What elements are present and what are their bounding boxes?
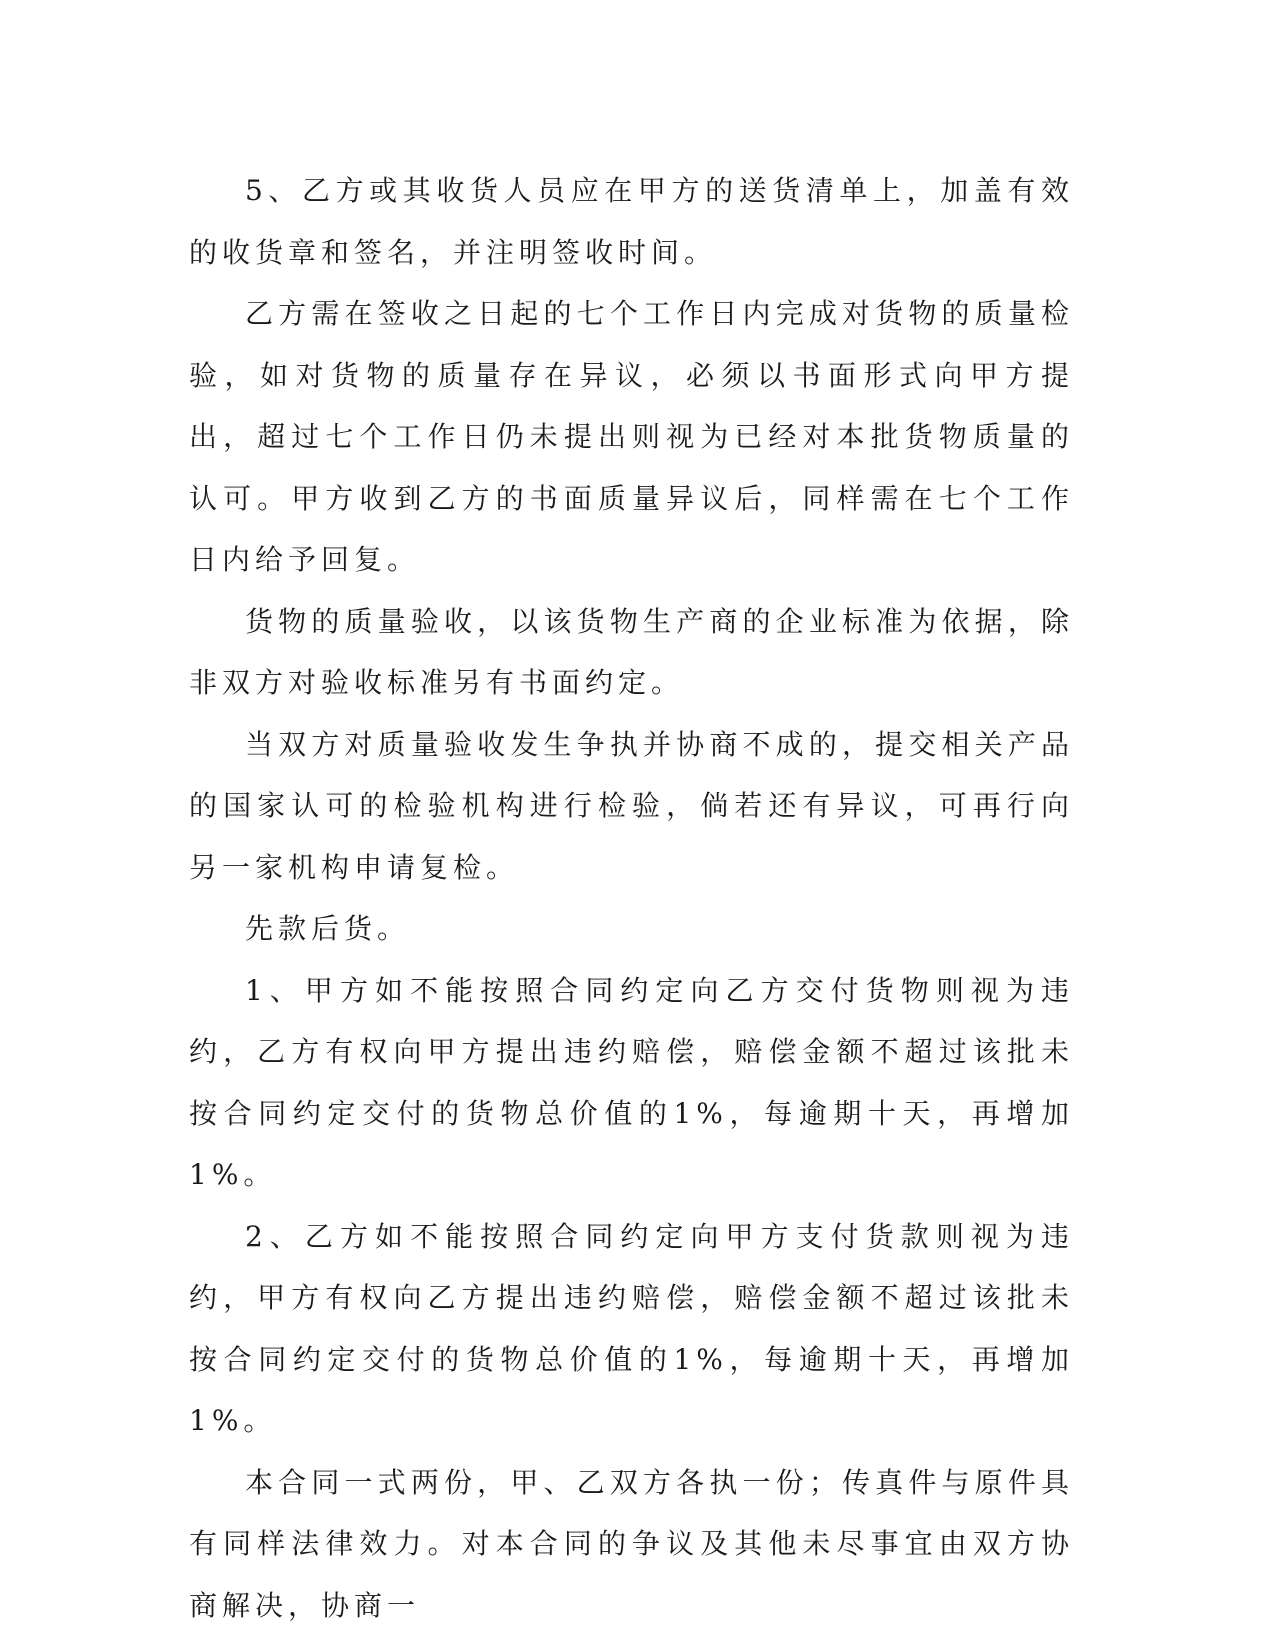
document-body [189, 160, 1074, 1636]
paragraph-party-b-breach: 2、乙方如不能按照合同约定向甲方支付货款则视为违约，甲方有权向乙方提出违约赔偿，赔偿金额不超过该批未按合同约定交付的货物总价值的1%，每逾期十天，再增加1%。 [189, 1219, 1074, 1437]
paragraph-receipt-signing: 5、乙方或其收货人员应在甲方的送货清单上，加盖有效的收货章和签名，并注明签收时间。 [189, 174, 1074, 269]
paragraph-payment-terms: 先款后货。 [245, 912, 411, 945]
paragraph-copies-and-disputes: 本合同一式两份，甲、乙双方各执一份；传真件与原件具有同样法律效力。对本合同的争议及其他未尽事宜由双方协商解决，协商一 [189, 1465, 1074, 1622]
paragraph-quality-inspection: 乙方需在签收之日起的七个工作日内完成对货物的质量检验，如对货物的质量存在异议，必须以书面形式向甲方提出，超过七个工作日仍未提出则视为已经对本批货物质量的认可。甲方收到乙方的书面质量异议后，同样需在七个工作日内给予回复。 [189, 297, 1074, 576]
paragraph-party-a-breach: 1、甲方如不能按照合同约定向乙方交付货物则视为违约，乙方有权向甲方提出违约赔偿，赔偿金额不超过该批未按合同约定交付的货物总价值的1%，每逾期十天，再增加1%。 [189, 973, 1074, 1191]
paragraph-dispute-inspection: 当双方对质量验收发生争执并协商不成的，提交相关产品的国家认可的检验机构进行检验，倘若还有异议，可再行向另一家机构申请复检。 [189, 727, 1074, 884]
paragraph-acceptance-standard: 货物的质量验收，以该货物生产商的企业标准为依据，除非双方对验收标准另有书面约定。 [189, 604, 1074, 699]
